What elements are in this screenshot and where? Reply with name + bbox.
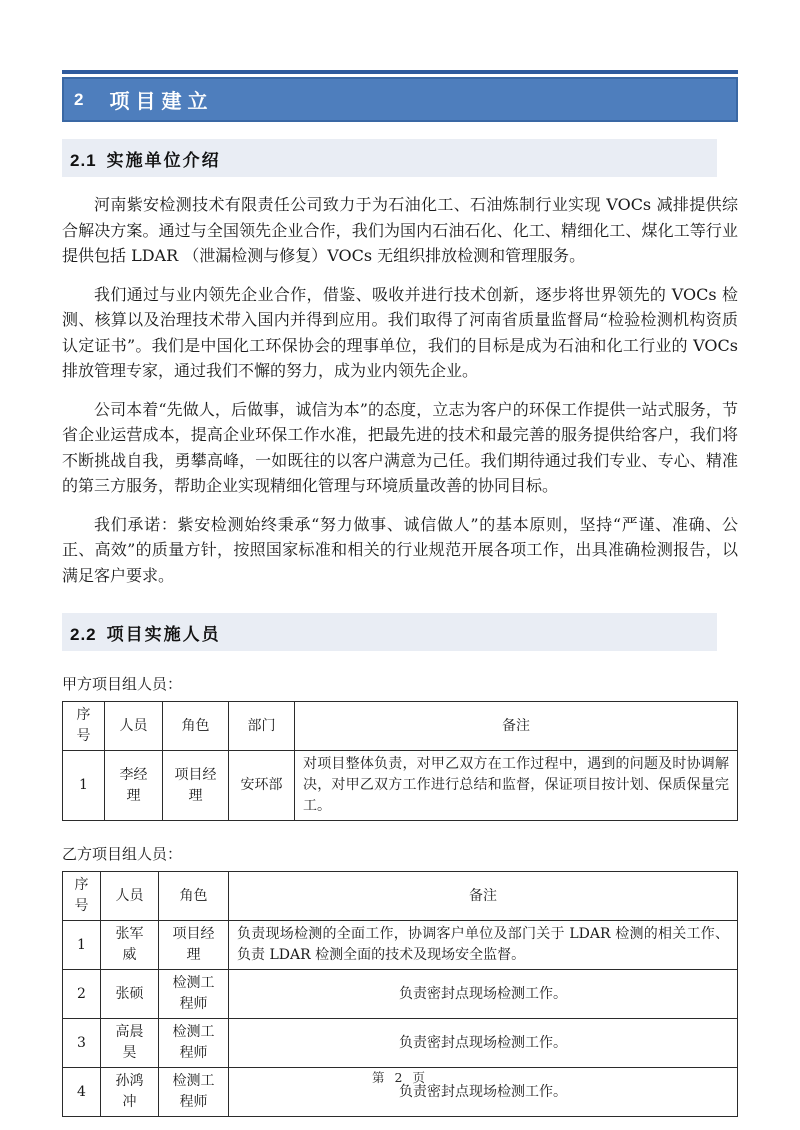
cell-department: 安环部 (229, 751, 295, 821)
paragraph: 我们承诺：紫安检测始终秉承“努力做事、诚信做人”的基本原则，坚持“严谨、准确、公正、高效”的质量方针，按照国家标准和相关的行业规范开展各项工作，出具准确检测报告，以满足客户要求。 (62, 514, 738, 585)
col-header: 人员 (105, 702, 163, 751)
table-row (63, 751, 738, 821)
cell-role: 检测工程师 (159, 1068, 229, 1117)
cell-index: 3 (63, 1019, 101, 1068)
cell-remark: 负责密封点现场检测工作。 (229, 1068, 738, 1117)
table-header-row (63, 702, 738, 751)
section-number: 2.1 (70, 151, 97, 170)
cell-role: 项目经理 (159, 921, 229, 970)
chapter-top-rule (62, 70, 738, 74)
cell-role: 检测工程师 (159, 970, 229, 1019)
col-header: 角色 (163, 702, 229, 751)
table-header-row (63, 872, 738, 921)
col-header: 备注 (229, 872, 738, 921)
col-header: 部门 (229, 702, 295, 751)
party-a-table (62, 701, 738, 821)
section-2-1-body (62, 192, 738, 588)
table-row (63, 1019, 738, 1068)
table-row (63, 970, 738, 1019)
col-header: 序号 (63, 702, 105, 751)
party-a-label: 甲方项目组人员： (62, 675, 183, 693)
cell-role: 检测工程师 (159, 1019, 229, 1068)
cell-person: 李经理 (105, 751, 163, 821)
chapter-title-bar (62, 77, 738, 122)
cell-remark: 对项目整体负责，对甲乙双方在工作过程中，遇到的问题及时协调解决，对甲乙双方工作进行总结和监督，保证项目按计划、保质保量完工。 (295, 751, 738, 821)
section-heading-2-2 (62, 613, 717, 651)
page-content (0, 70, 800, 1117)
cell-index: 1 (63, 921, 101, 970)
paragraph: 河南紫安检测技术有限责任公司致力于为石油化工、石油炼制行业实现 VOCs 减排提供综合解决方案。通过与全国领先企业合作，我们为国内石油石化、化工、精细化工、煤化工等行业提供包括 LDAR （泄漏检测与修复）VOCs 无组织排放检测和管理服务。 (62, 195, 738, 265)
paragraph: 我们通过与业内领先企业合作，借鉴、吸收并进行技术创新，逐步将世界领先的 VOCs 检测、核算以及治理技术带入国内并得到应用。我们取得了河南省质量监督局“检验检测机构资质认定证书”。我们是中国化工环保协会的理事单位，我们的目标是成为石油和化工行业的 VOCs 排放管理专家，通过我们不懈的努力，成为业内领先企业。 (62, 284, 738, 380)
section-title: 项目实施人员 (106, 625, 221, 644)
cell-person: 孙鸿冲 (101, 1068, 159, 1117)
chapter-title: 项目建立 (109, 91, 214, 113)
cell-remark: 负责现场检测的全面工作，协调客户单位及部门关于 LDAR 检测的相关工作、负责 LDAR 检测全面的技术及现场安全监督。 (229, 921, 738, 970)
cell-person: 张硕 (101, 970, 159, 1019)
cell-person: 高晨昊 (101, 1019, 159, 1068)
page-number: 第 2 页 (372, 1070, 428, 1085)
cell-role: 项目经理 (163, 751, 229, 821)
col-header: 人员 (101, 872, 159, 921)
chapter-number: 2 (74, 89, 84, 109)
cell-index: 1 (63, 751, 105, 821)
cell-index: 4 (63, 1068, 101, 1117)
table-row (63, 921, 738, 970)
section-number: 2.2 (70, 625, 97, 644)
cell-person: 张军威 (101, 921, 159, 970)
cell-index: 2 (63, 970, 101, 1019)
cell-remark: 负责密封点现场检测工作。 (229, 970, 738, 1019)
paragraph: 公司本着“先做人，后做事，诚信为本”的态度，立志为客户的环保工作提供一站式服务，节省企业运营成本，提高企业环保工作水准，把最先进的技术和最完善的服务提供给客户，我们将不断挑战自我，勇攀高峰，一如既往的以客户满意为己任。我们期待通过我们专业、专心、精准的第三方服务，帮助企业实现精细化管理与环境质量改善的协同目标。 (62, 399, 738, 495)
cell-remark: 负责密封点现场检测工作。 (229, 1019, 738, 1068)
col-header: 备注 (295, 702, 738, 751)
section-heading-2-1 (62, 139, 717, 177)
section-title: 实施单位介绍 (106, 151, 221, 170)
col-header: 角色 (159, 872, 229, 921)
col-header: 序号 (63, 872, 101, 921)
party-b-label: 乙方项目组人员： (62, 845, 183, 863)
